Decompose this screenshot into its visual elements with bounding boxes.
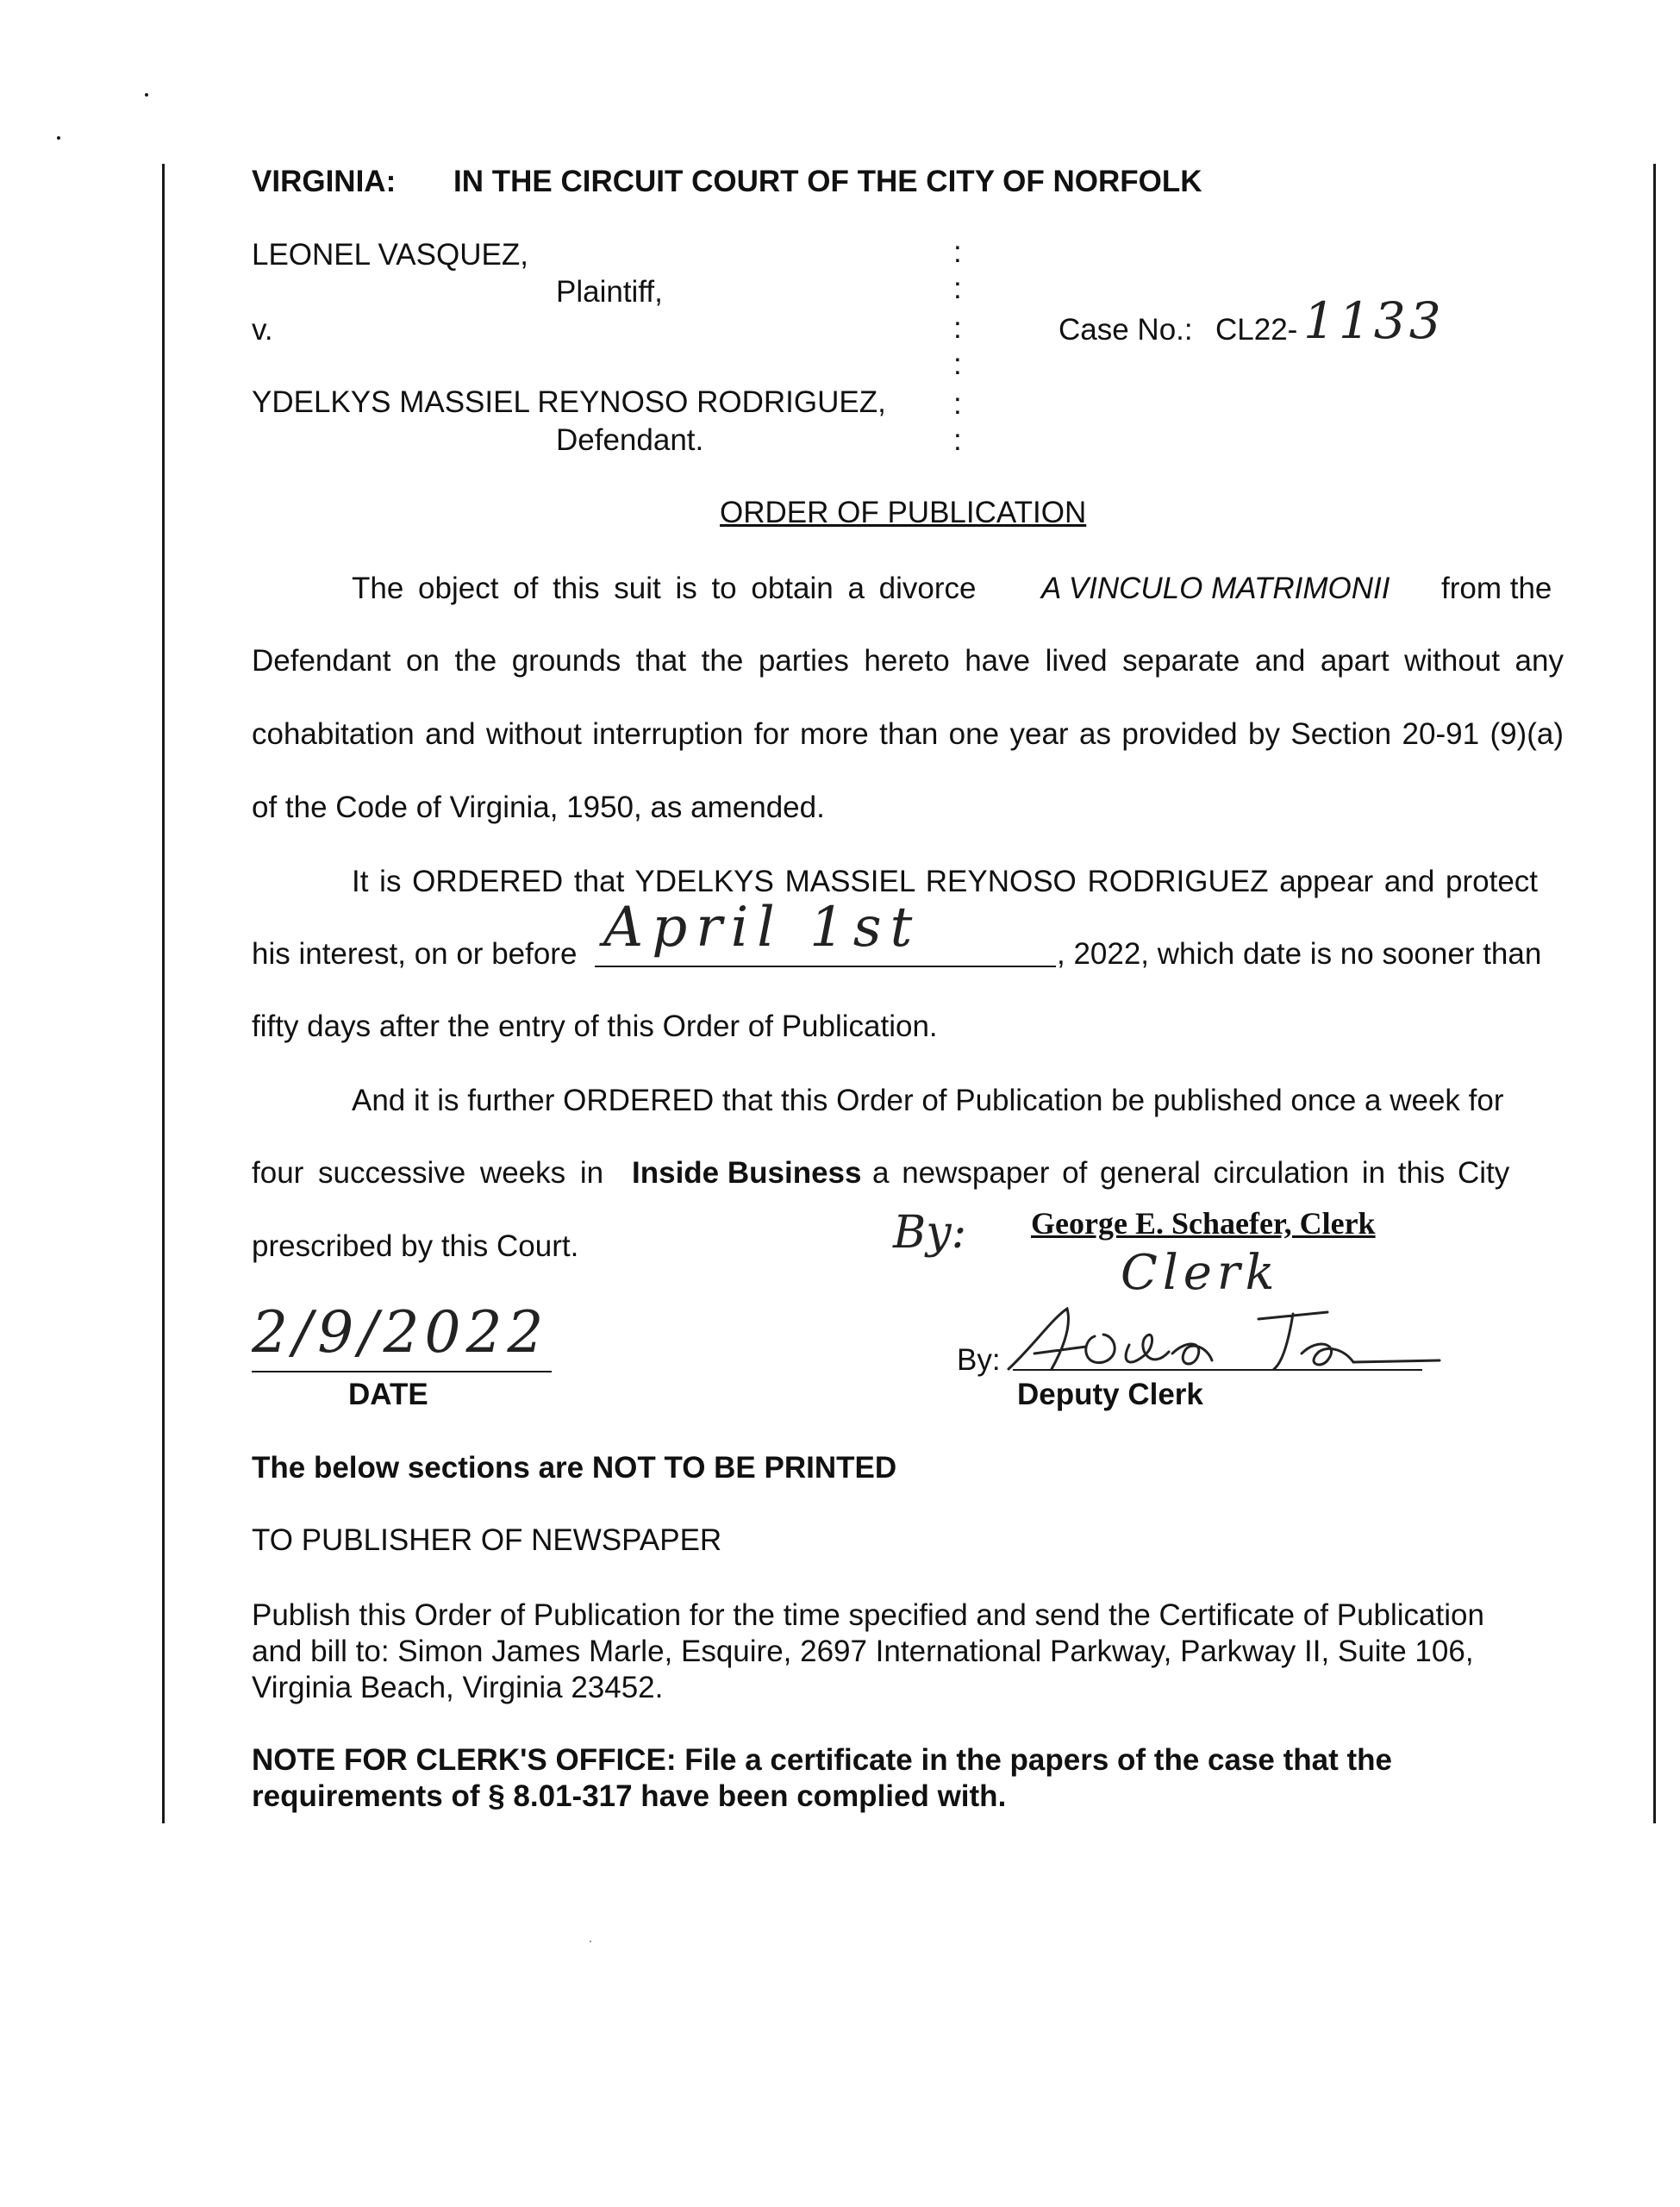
para3-newspaper-name: Inside Business [632,1156,862,1190]
scan-speck [57,136,60,140]
case-number-handwritten: 1133 [1303,291,1445,350]
scan-speck [590,1941,591,1942]
para1-line1-b: from the [1441,572,1552,605]
handwritten-signing-date: 2/9/2022 [252,1299,549,1366]
left-margin-rule [162,164,165,1823]
handwritten-clerk: Clerk [1121,1245,1280,1301]
signature-scribble [1000,1293,1448,1375]
heading-state: VIRGINIA: [252,165,397,198]
date-label: DATE [348,1378,428,1411]
deputy-signature-line [1013,1369,1422,1371]
para1-latin-phrase: A VINCULO MATRIMONII [1041,572,1390,605]
para2-handwritten-date: April 1st [603,896,921,960]
para2-line2-a: his interest, on or before [252,937,578,971]
deputy-signature [1000,1293,1448,1375]
publisher-heading: TO PUBLISHER OF NEWSPAPER [252,1523,722,1557]
clerk-note-line1: NOTE FOR CLERK'S OFFICE: File a certificate in the papers of the case that the [252,1743,1392,1777]
publisher-instructions-line2: and bill to: Simon James Marle, Esquire, 2697 International Parkway, Parkway II, Suite 106, [252,1635,1474,1668]
defendant-name: YDELKYS MASSIEL REYNOSO RODRIGUEZ, [252,385,886,419]
para3-line3: prescribed by this Court. [252,1229,579,1263]
clerk-note-line2: requirements of § 8.01-317 have been complied with. [252,1779,1007,1813]
handwritten-by: By: [893,1207,967,1259]
publisher-instructions-line1: Publish this Order of Publication for the time specified and send the Certificate of Publication [252,1598,1484,1632]
plaintiff-role: Plaintiff, [556,275,663,309]
para1-line1-a: The object of this suit is to obtain a divorce [352,572,977,605]
heading-court: IN THE CIRCUIT COURT OF THE CITY OF NORFOLK [453,165,1202,198]
para3-line2-a: four successive weeks in [252,1156,604,1190]
para2-line2-b: , 2022, which date is no sooner than [1057,937,1542,971]
deputy-clerk-label: Deputy Clerk [1017,1378,1203,1411]
para1-line3: cohabitation and without interruption for more than one year as provided by Section 20-91 (9)(a) [252,717,1564,751]
scan-speck [145,93,148,97]
case-number-prefix: CL22- [1215,313,1298,347]
versus: v. [252,313,273,347]
publisher-instructions-line3: Virginia Beach, Virginia 23452. [252,1671,664,1704]
clerk-stamp: George E. Schaefer, Clerk [1031,1206,1376,1241]
para2-line1: It is ORDERED that YDELKYS MASSIEL REYNOSO RODRIGUEZ appear and protect [352,865,1539,898]
case-number-label: Case No.: [1059,313,1193,347]
right-margin-rule [1653,164,1656,1823]
date-blank-line [595,966,1056,967]
defendant-role: Defendant. [556,423,704,457]
date-signature-line [252,1371,552,1372]
by-label: By: [957,1343,1001,1377]
para3-line1: And it is further ORDERED that this Order of Publication be published once a week for [352,1084,1504,1117]
order-title: ORDER OF PUBLICATION [720,496,1087,529]
para2-line3: fifty days after the entry of this Order of Publication. [252,1010,938,1043]
para1-line2: Defendant on the grounds that the parties hereto have lived separate and apart without any [252,644,1564,678]
document-page: VIRGINIA: IN THE CIRCUIT COURT OF THE CITY OF NORFOLK LEONEL VASQUEZ, Plaintiff, v. YDELKYS MASSIEL REYNOSO RODRIGUEZ, Defendant. : : : : : : Case No.: CL22- 1133 ORDER OF PUBLICATION The object of this suit is to obtain a divorce A VINCULO MATRIMONII from the Defendant on the grounds that the parties hereto have lived separate and apart without any cohabitation and without interruption for more than one year as provided by Section 20-91 (9)(a) of the Code of Virginia, 1950, as amended. It is ORDERED that YDELKYS MASSIEL REYNOSO RODRIGUEZ appear and protect his interest, on or before April 1st , 2022, which date is no sooner than fifty days after the entry of this Order of Publication. And it is further ORDERED that this Order of Publication be published once a week for four successive weeks in Inside Business a newspaper of general circulation in this City prescribed by this Court. By: George E. Schaefer, Clerk Clerk 2/9/2022 DATE By: Deputy Clerk The below sections are NOT TO BE PRINTED TO PUBLISHER OF NEWSPAPER Publish this Order of Publication for the time specified and send the Certificate of Publication and bill to: Simon James Marle, Esquire, 2697 International Parkway, Parkway II, Suite 106, Virginia Beach, Virginia 23452. NOTE FOR CLERK'S OFFICE: File a certificate in the papers of the case that the requirements of § 8.01-317 have been complied with. [0,0,1680,2207]
not-printed-notice: The below sections are NOT TO BE PRINTED [252,1451,897,1485]
plaintiff-name: LEONEL VASQUEZ, [252,238,528,272]
para3-line2-b: a newspaper of general circulation in this City [872,1156,1510,1190]
para1-line4: of the Code of Virginia, 1950, as amended. [252,791,825,824]
